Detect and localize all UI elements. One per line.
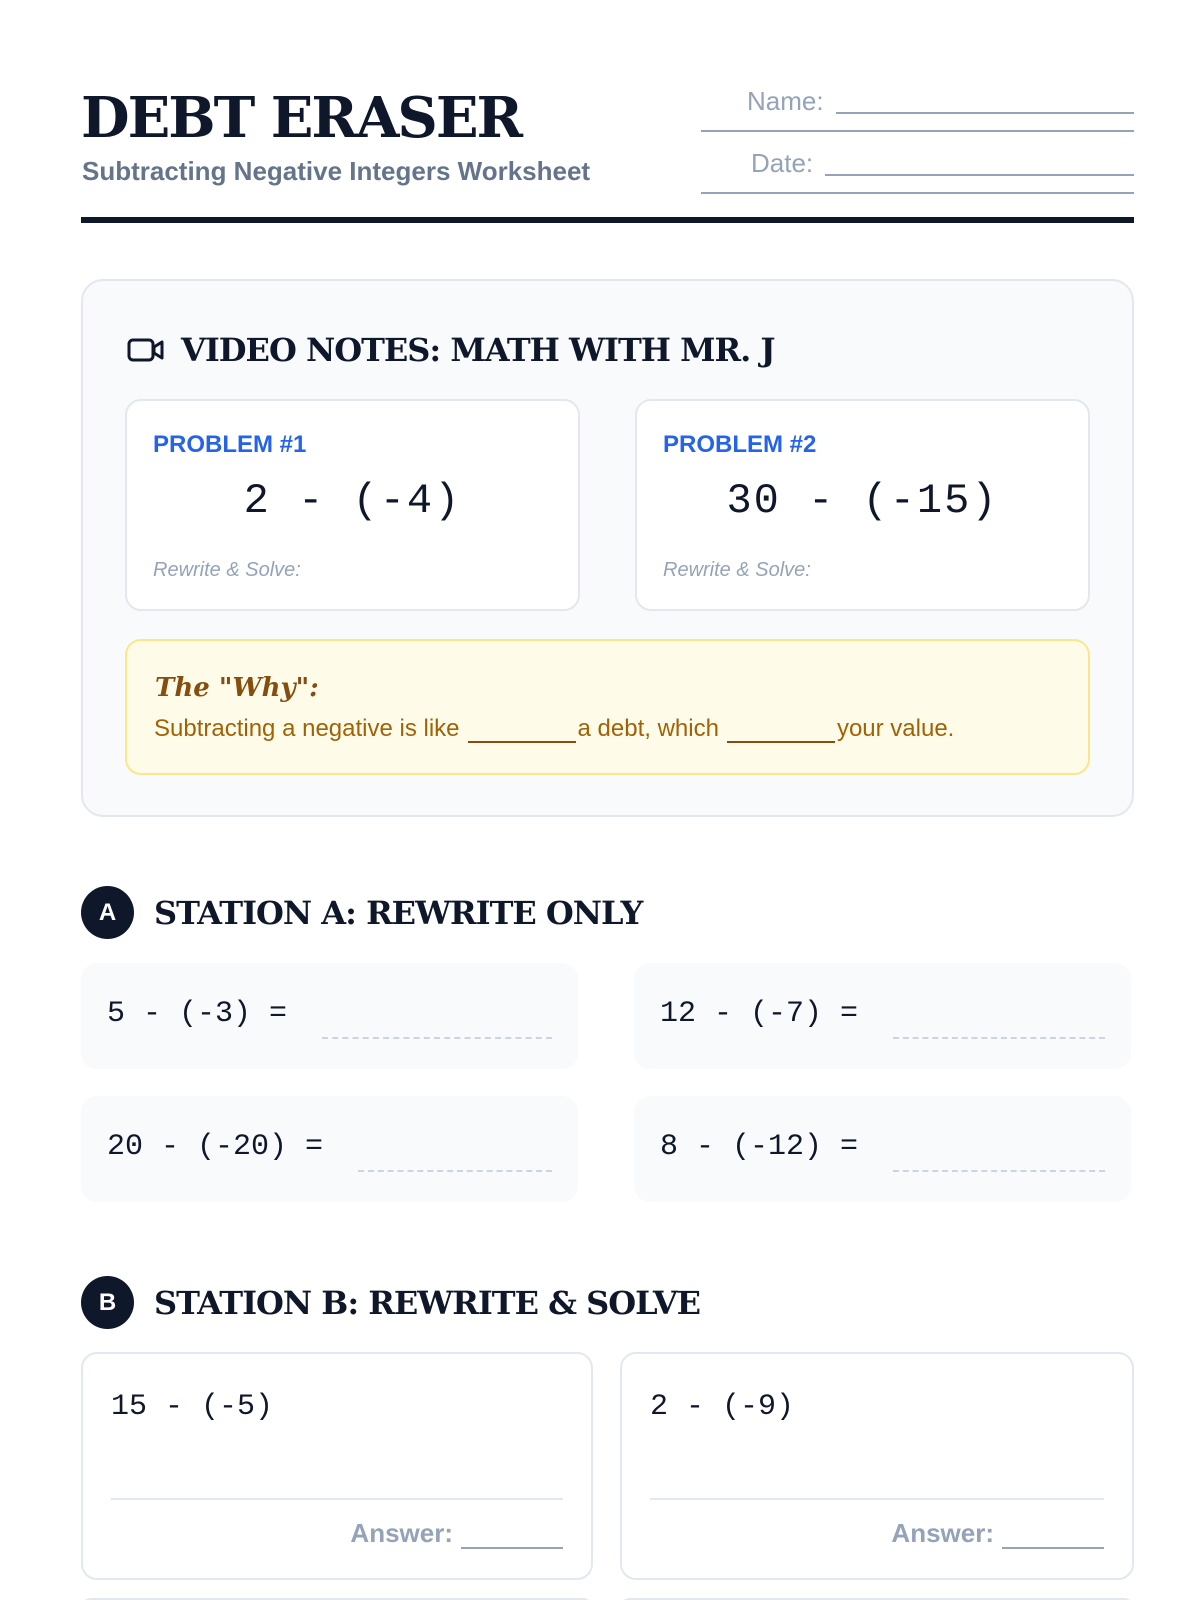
- answer-blank-line[interactable]: [1002, 1523, 1104, 1549]
- video-notes-title: VIDEO NOTES: MATH WITH MR. J: [181, 331, 775, 369]
- date-field[interactable]: [701, 148, 1134, 194]
- answer-field[interactable]: [891, 1518, 1104, 1549]
- why-title: The "Why":: [155, 673, 319, 703]
- answer-label: Answer:: [350, 1518, 453, 1548]
- header-divider: [81, 217, 1134, 223]
- why-callout: [125, 639, 1090, 775]
- worksheet-title: DEBT ERASER: [81, 85, 522, 151]
- problem-card-2: [635, 399, 1090, 611]
- rewrite-expression: 12 - (-7) =: [660, 997, 859, 1031]
- date-blank-line[interactable]: [825, 174, 1134, 176]
- solve-card: [620, 1352, 1134, 1580]
- why-blank-1[interactable]: [468, 719, 576, 743]
- work-area-divider: [650, 1498, 1104, 1500]
- rewrite-expression: 8 - (-12) =: [660, 1130, 859, 1164]
- video-camera-icon: [127, 337, 165, 363]
- why-sentence: [154, 715, 954, 743]
- rewrite-item: [634, 1096, 1131, 1202]
- problem-expression: 30 - (-15): [726, 477, 999, 525]
- answer-line[interactable]: [358, 1170, 552, 1172]
- video-notes-section: [81, 279, 1134, 817]
- solve-card: [81, 1352, 593, 1580]
- station-title: STATION A: REWRITE ONLY: [154, 893, 643, 932]
- problem-hint: Rewrite & Solve:: [663, 559, 811, 581]
- answer-line[interactable]: [893, 1170, 1105, 1172]
- solve-expression: 15 - (-5): [111, 1390, 274, 1424]
- worksheet-header: [81, 86, 1134, 226]
- why-text-part: Subtracting a negative is like: [154, 715, 460, 742]
- station-a-heading: [81, 886, 642, 939]
- answer-blank-line[interactable]: [461, 1523, 563, 1549]
- date-label: Date:: [751, 148, 814, 178]
- rewrite-item: [81, 1096, 578, 1202]
- solve-expression: 2 - (-9): [650, 1390, 795, 1424]
- name-label: Name:: [747, 86, 824, 116]
- rewrite-expression: 20 - (-20) =: [107, 1130, 324, 1164]
- work-area-divider: [111, 1498, 563, 1500]
- why-text-part: your value.: [836, 715, 955, 742]
- answer-label: Answer:: [891, 1518, 994, 1548]
- name-blank-line[interactable]: [836, 112, 1134, 114]
- rewrite-expression: 5 - (-3) =: [107, 997, 288, 1031]
- answer-line[interactable]: [893, 1037, 1105, 1039]
- worksheet-subtitle: Subtracting Negative Integers Worksheet: [82, 156, 591, 186]
- video-notes-heading: [127, 331, 775, 369]
- problem-card-1: [125, 399, 580, 611]
- name-field[interactable]: [701, 86, 1134, 132]
- answer-field[interactable]: [350, 1518, 563, 1549]
- station-badge: B: [81, 1276, 134, 1329]
- answer-line[interactable]: [322, 1037, 552, 1039]
- problem-label: PROBLEM #2: [663, 431, 817, 458]
- why-blank-2[interactable]: [727, 719, 835, 743]
- station-b-heading: [81, 1276, 700, 1329]
- problem-label: PROBLEM #1: [153, 431, 307, 458]
- station-badge: A: [81, 886, 134, 939]
- rewrite-item: [81, 963, 578, 1069]
- problem-hint: Rewrite & Solve:: [153, 559, 301, 581]
- station-title: STATION B: REWRITE & SOLVE: [154, 1283, 701, 1322]
- problem-expression: 2 - (-4): [243, 477, 462, 525]
- rewrite-item: [634, 963, 1131, 1069]
- why-text-part: a debt, which: [577, 715, 719, 742]
